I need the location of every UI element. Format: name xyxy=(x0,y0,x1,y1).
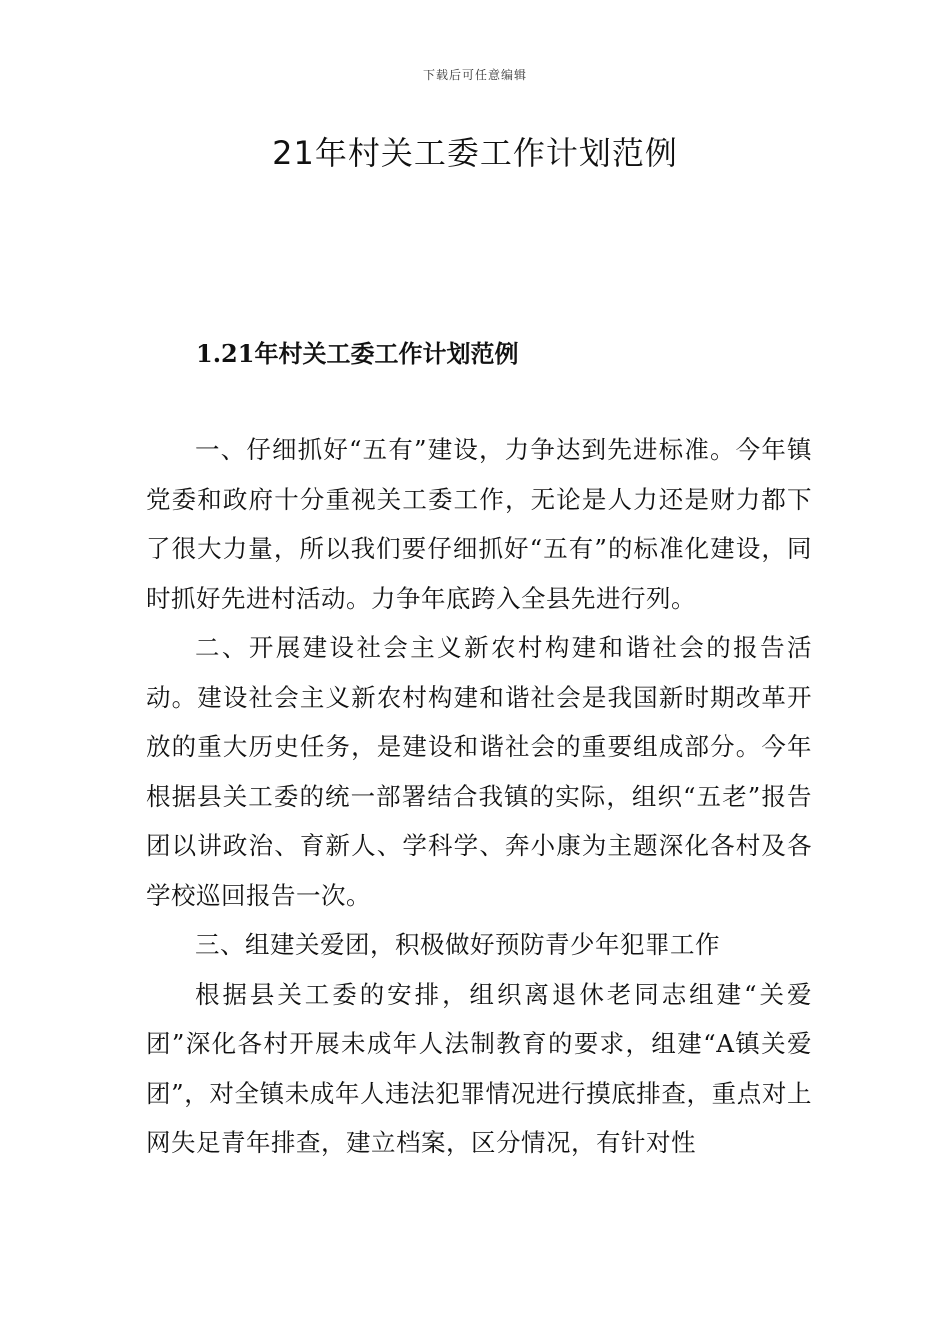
header-note: 下载后可任意编辑 xyxy=(422,68,527,82)
document-body xyxy=(146,425,812,1168)
document-title: 21年村关工委工作计划范例 xyxy=(272,134,678,172)
paragraph-2: 二、开展建设社会主义新农村构建和谐社会的报告活动。建设社会主义新农村构建和谐社会是我国新时期改革开放的重大历史任务，是建设和谐社会的重要组成部分。今年根据县关工委的统一部署结合我镇的实际，组织“五老”报告团以讲政治、育新人、学科学、奔小康为主题深化各村及各学校巡回报告一次。 xyxy=(146,633,812,910)
paragraph-4: 根据县关工委的安排，组织离退休老同志组建“关爱团”深化各村开展未成年人法制教育的要求，组建“A镇关爱团”，对全镇未成年人违法犯罪情况进行摸底排查，重点对上网失足青年排查，建立档案，区分情况，有针对性 xyxy=(146,979,812,1157)
section-heading: 1.21年村关工委工作计划范例 xyxy=(196,339,519,368)
paragraph-1: 一、仔细抓好“五有”建设，力争达到先进标准。今年镇党委和政府十分重视关工委工作，无论是人力还是财力都下了很大力量，所以我们要仔细抓好“五有”的标准化建设，同时抓好先进村活动。力争年底跨入全县先进行列。 xyxy=(146,435,812,613)
paragraph-3: 三、组建关爱团，积极做好预防青少年犯罪工作 xyxy=(195,930,720,959)
